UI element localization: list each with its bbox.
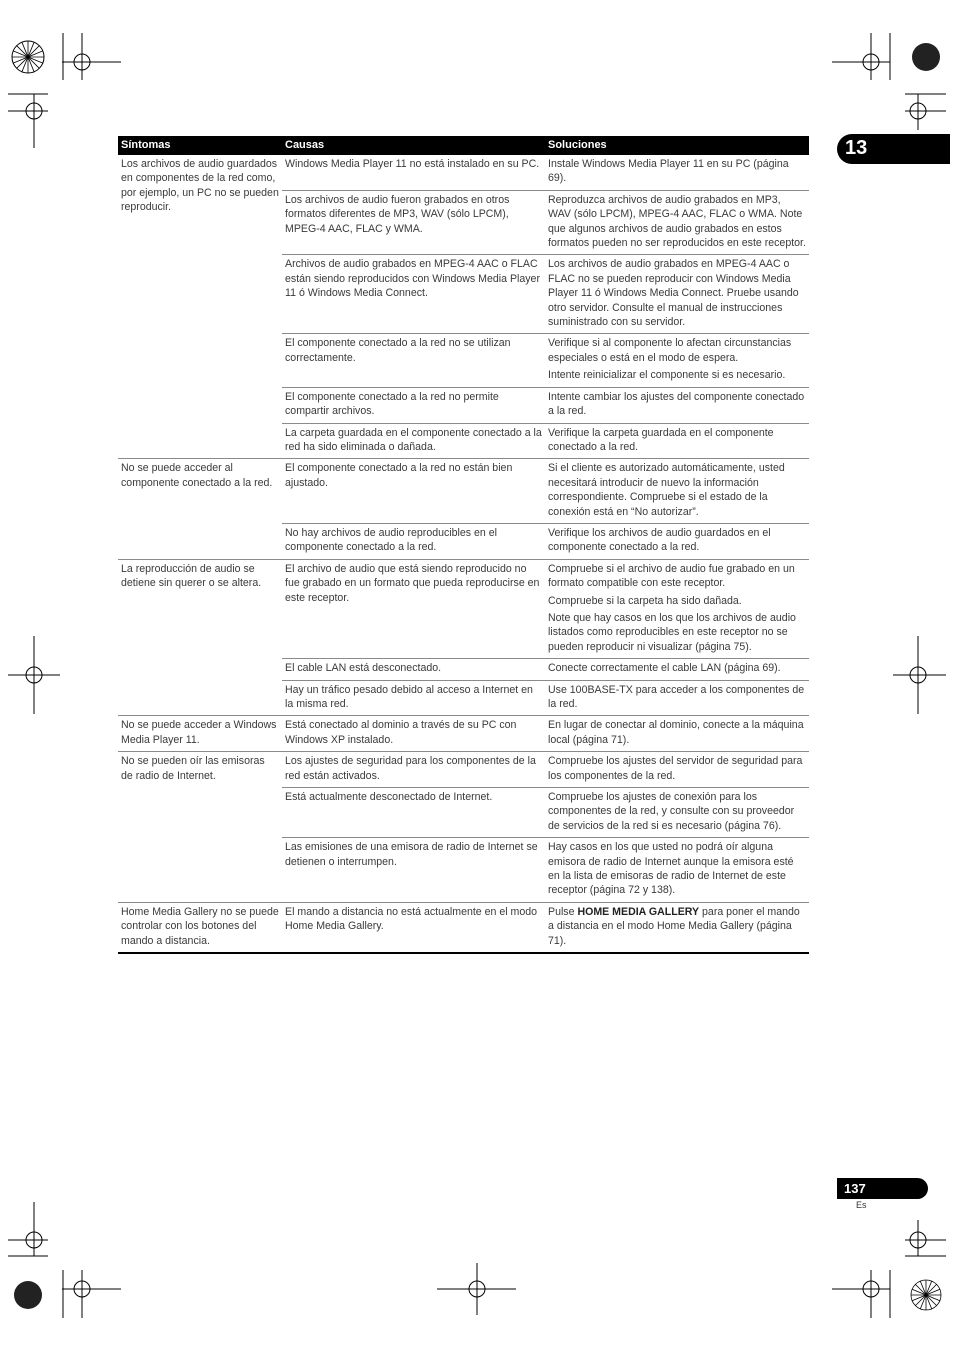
symptom-cell: No se pueden oír las emisoras de radio de Internet. — [118, 752, 282, 903]
solution-paragraph: En lugar de conectar al dominio, conecte a la máquina local (página 71). — [548, 719, 804, 746]
table-body — [118, 155, 809, 953]
symptom-cell: Home Media Gallery no se puede controlar con los botones del mando a distancia. — [118, 902, 282, 953]
solution-paragraph: Verifique los archivos de audio guardados en el componente conectado a la red. — [548, 526, 771, 554]
solution-paragraph: Verifique la carpeta guardada en el componente conectado a la red. — [548, 426, 774, 453]
cause-cell: Windows Media Player 11 no está instalado en su PC. — [285, 158, 540, 170]
solution-paragraph: Conecte correctamente el cable LAN (página 69). — [548, 662, 781, 675]
cause-cell: La carpeta guardada en el componente conectado a la red ha sido eliminada o dañada. — [282, 423, 545, 459]
cause-cell: Hay un tráfico pesado debido al acceso a Internet en la misma red. — [282, 680, 545, 716]
header-solutions: Soluciones — [545, 136, 809, 155]
solution-cell — [545, 838, 809, 903]
solution-cell — [545, 155, 809, 190]
cause-cell: No hay archivos de audio reproducibles en el componente conectado a la red. — [282, 523, 545, 559]
solution-cell — [545, 523, 809, 559]
cause-cell: El componente conectado a la red no permite compartir archivos. — [282, 387, 545, 423]
solution-text: Pulse — [548, 905, 578, 918]
table-row — [118, 559, 809, 658]
cause-cell: Está conectado al dominio a través de su PC con Windows XP instalado. — [282, 716, 545, 752]
table-row — [118, 155, 809, 190]
solution-paragraph: Si el cliente es autorizado automáticamente, usted necesitará introducir de nuevo la información correspondiente. Compruebe si el estado de la conexión está en “No autorizar”. — [548, 462, 785, 518]
cause-cell: El archivo de audio que está siendo reproducido no fue grabado en un formato que pueda reproducirse en este receptor. — [282, 559, 545, 658]
cause-cell: Los archivos de audio fueron grabados en otros formatos diferentes de MP3, WAV (sólo LPCM), MPEG-4 AAC, FLAC y WMA. — [282, 190, 545, 255]
page-number-tab — [837, 1178, 928, 1199]
solution-paragraph: Note que hay casos en los que los archivos de audio listados como reproducibles en este receptor no se pueden reproducir ni visualizar (página 75). — [548, 611, 796, 653]
cause-cell: Está actualmente desconectado de Internet. — [282, 788, 545, 838]
solution-cell — [545, 752, 809, 788]
solution-cell — [545, 190, 809, 255]
table-header-row — [118, 136, 809, 155]
header-symptoms: Síntomas — [118, 136, 282, 155]
cause-cell: El cable LAN está desconectado. — [282, 659, 545, 680]
solution-cell — [545, 255, 809, 334]
solution-text: para poner el mando a distancia en el modo Home Media Gallery (página 71). — [548, 905, 800, 947]
symptom-cell: Los archivos de audio guardados en componentes de la red como, por ejemplo, un PC no se pueden reproducir. — [121, 158, 279, 214]
symptom-cell: No se puede acceder al componente conectado a la red. — [118, 459, 282, 559]
solution-cell — [545, 387, 809, 423]
solution-paragraph: Use 100BASE-TX para acceder a los componentes de la red. — [548, 683, 805, 710]
solution-cell — [545, 902, 809, 953]
language-code: Es — [856, 1200, 867, 1210]
solution-cell — [545, 559, 809, 658]
solution-cell — [545, 334, 809, 387]
solution-paragraph: Los archivos de audio grabados en MPEG-4 AAC o FLAC no se pueden reproducir con Windows Media Player 11 ó Windows Media Connect. Pruebe usando otro servidor. Consulte el manual de instrucciones suministrado con su servidor. — [548, 258, 799, 329]
symptom-cell: La reproducción de audio se detiene sin querer o se altera. — [118, 559, 282, 716]
table-row — [118, 902, 809, 953]
cause-cell: El mando a distancia no está actualmente en el modo Home Media Gallery. — [282, 902, 545, 953]
solution-paragraph: Compruebe los ajustes de conexión para los componentes de la red, y consulte con su proveedor de servicios de la red si es necesario (página 76). — [548, 791, 795, 832]
solution-paragraph: Compruebe si la carpeta ha sido dañada. — [548, 594, 742, 607]
solution-cell — [545, 788, 809, 838]
table-row — [118, 716, 809, 752]
cause-cell: El componente conectado a la red no están bien ajustado. — [282, 459, 545, 524]
button-name: HOME MEDIA GALLERY — [577, 905, 700, 918]
solution-cell — [545, 680, 809, 716]
chapter-number: 13 — [845, 137, 868, 159]
table-row — [118, 459, 809, 524]
page-number: 137 — [844, 1181, 866, 1196]
solution-paragraph: Hay casos en los que usted no podrá oír alguna emisora de radio de Internet aunque la emisora esté en la lista de emisoras de radio de Internet de este receptor (página 72 y 138). — [548, 841, 794, 897]
cause-cell: Los ajustes de seguridad para los componentes de la red están activados. — [282, 752, 545, 788]
solution-cell — [545, 659, 809, 680]
solution-paragraph: Reproduzca archivos de audio grabados en MP3, WAV (sólo LPCM), MPEG-4 AAC, FLAC o WMA. Note que algunos archivos de audio grabados en estos formatos pueden no ser reproducidos en este receptor. — [548, 193, 806, 250]
header-causes: Causas — [282, 136, 545, 155]
solution-cell — [545, 459, 809, 524]
solution-paragraph — [548, 905, 806, 948]
solution-paragraph: Compruebe si el archivo de audio fue grabado en un formato compatible con este receptor. — [548, 562, 795, 590]
solution-paragraph: Verifique si al componente lo afectan circunstancias especiales o está en el modo de espera. — [548, 337, 792, 364]
table-row — [118, 752, 809, 788]
cause-cell: El componente conectado a la red no se utilizan correctamente. — [282, 334, 545, 387]
solution-paragraph: Intente cambiar los ajustes del componente conectado a la red. — [548, 390, 805, 418]
cause-cell: Archivos de audio grabados en MPEG-4 AAC o FLAC están siendo reproducidos con Windows Media Player 11 ó Windows Media Connect. — [282, 255, 545, 334]
troubleshooting-table — [118, 136, 809, 954]
solution-cell — [545, 716, 809, 752]
symptom-cell: No se puede acceder a Windows Media Player 11. — [118, 716, 282, 752]
solution-paragraph: Compruebe los ajustes del servidor de seguridad para los componentes de la red. — [548, 755, 803, 782]
chapter-tab — [837, 134, 950, 164]
solution-paragraph: Intente reinicializar el componente si es necesario. — [548, 369, 786, 382]
solution-cell — [545, 423, 809, 459]
cause-cell: Las emisiones de una emisora de radio de Internet se detienen o interrumpen. — [282, 838, 545, 903]
solution-paragraph: Instale Windows Media Player 11 en su PC (página 69). — [548, 158, 789, 185]
